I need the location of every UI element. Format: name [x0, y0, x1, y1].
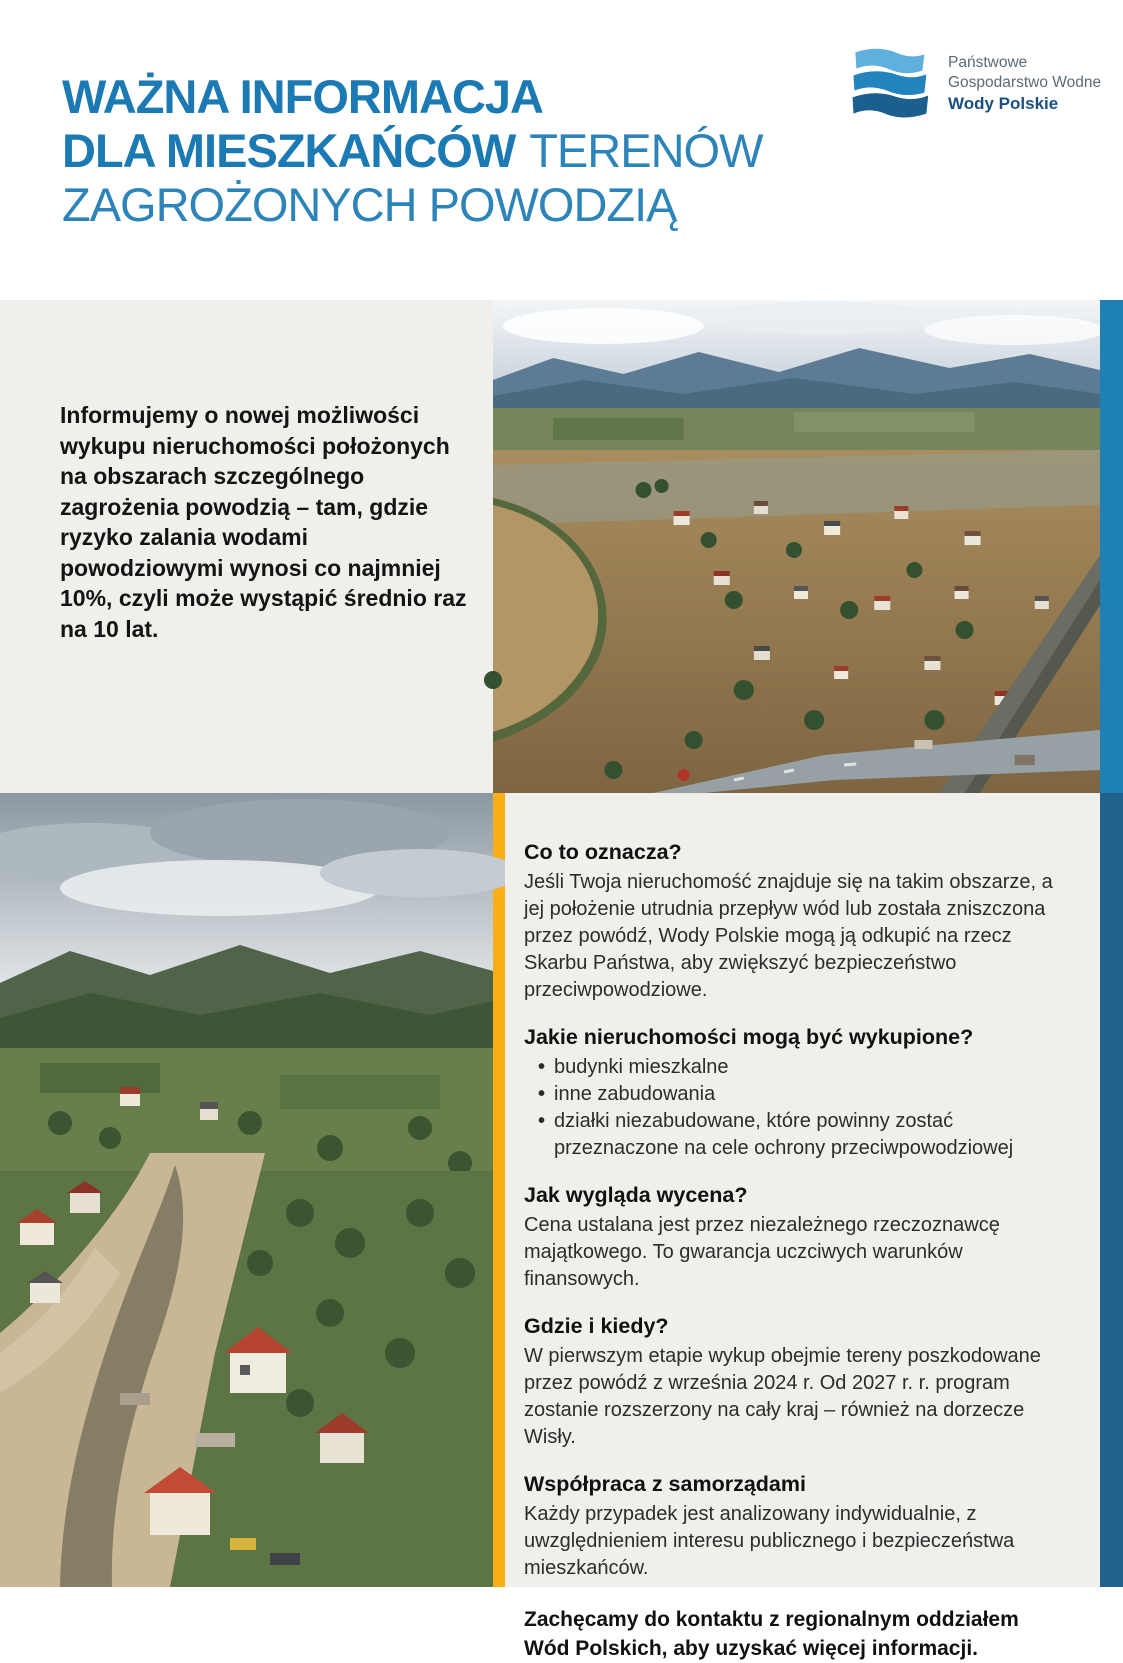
logo-text [948, 53, 1101, 114]
section-heading: Co to oznacza? [524, 840, 682, 864]
section-gdzie-i-kiedy [524, 1313, 1058, 1451]
section-heading: Gdzie i kiedy? [524, 1314, 669, 1338]
section-heading: Jakie nieruchomości mogą być wykupione? [524, 1025, 974, 1049]
bottom-photo-frame [0, 793, 505, 1587]
section-body: Jeśli Twoja nieruchomość znajduje się na takim obszarze, a jej położenie utrudnia przepływ wód lub została zniszczona przez powódź, Wody Polskie mogą ją odkupić na rzecz Skarbu Państwa, aby zwiększyć bezpieczeństwo przeciwpowodziowe. [524, 871, 1053, 1001]
info-panel [505, 793, 1100, 1660]
bullet-list [524, 1054, 1058, 1162]
bullet-item: • działki niezabudowane, które powinny zostać przeznaczone na cele ochrony przeciwpowodziowej [538, 1108, 1058, 1162]
section-heading: Współpraca z samorządami [524, 1472, 806, 1496]
top-photo-frame [493, 300, 1100, 793]
flood-damaged-village-illustration [0, 793, 493, 1587]
section-heading: Jak wygląda wycena? [524, 1183, 748, 1207]
title-line-1 [62, 70, 762, 124]
intro-panel [0, 300, 493, 793]
bullet-item: • inne zabudowania [538, 1081, 1058, 1108]
logo-org-line-1: Państwowe [948, 53, 1028, 71]
bullet-item: • budynki mieszkalne [538, 1054, 1058, 1081]
title-light-2: TERENÓW [529, 124, 763, 177]
flooded-town-aerial-illustration [493, 300, 1100, 793]
bottom-photo [0, 793, 493, 1587]
section-wspolpraca [524, 1471, 1058, 1582]
blue-accent-strip-bottom [1100, 793, 1123, 1587]
section-co-to-oznacza [524, 839, 1058, 1004]
logo-org-line-2: Gospodarstwo Wodne [948, 73, 1102, 91]
water-waves-logo-icon [842, 46, 934, 120]
logo-org-name: Wody Polskie [948, 93, 1059, 113]
title-line-3 [62, 178, 762, 232]
header [0, 0, 1123, 300]
page-title [62, 70, 762, 232]
intro-text: Informujemy o nowej możliwości wykupu nieruchomości położonych na obszarach szczególnego zagrożenia powodzią – tam, gdzie ryzyko zalania wodami powodziowymi wynosi co najmniej 10%, czyli może wystąpić średnio raz na 10 lat. [60, 402, 467, 642]
section-body: Cena ustalana jest przez niezależnego rzeczoznawcę majątkowego. To gwarancja uczciwych warunków finansowych. [524, 1214, 1000, 1290]
title-light-3: ZAGROŻONYCH POWODZIĄ [62, 178, 677, 231]
wody-polskie-logo [842, 46, 1101, 120]
section-body: W pierwszym etapie wykup obejmie tereny poszkodowane przez powódź z września 2024 r. Od 2027 r. r. program zostanie rozszerzony na cały kraj – również na dorzecze Wisły. [524, 1345, 1041, 1448]
title-bold-1: WAŻNA INFORMACJA [62, 70, 543, 123]
title-line-2 [62, 124, 762, 178]
section-jak-wyglada-wycena [524, 1182, 1058, 1293]
top-photo [493, 300, 1100, 793]
blue-accent-strip-top [1100, 300, 1123, 793]
section-jakie-nieruchomosci [524, 1024, 1058, 1162]
section-body: Każdy przypadek jest analizowany indywidualnie, z uwzględnieniem interesu publicznego i bezpieczeństwa mieszkańców. [524, 1503, 1015, 1579]
title-bold-2: DLA MIESZKAŃCÓW [62, 124, 516, 177]
closing-call-to-action: Zachęcamy do kontaktu z regionalnym oddziałem Wód Polskich, aby uzyskać więcej informacji. [524, 1608, 1019, 1660]
